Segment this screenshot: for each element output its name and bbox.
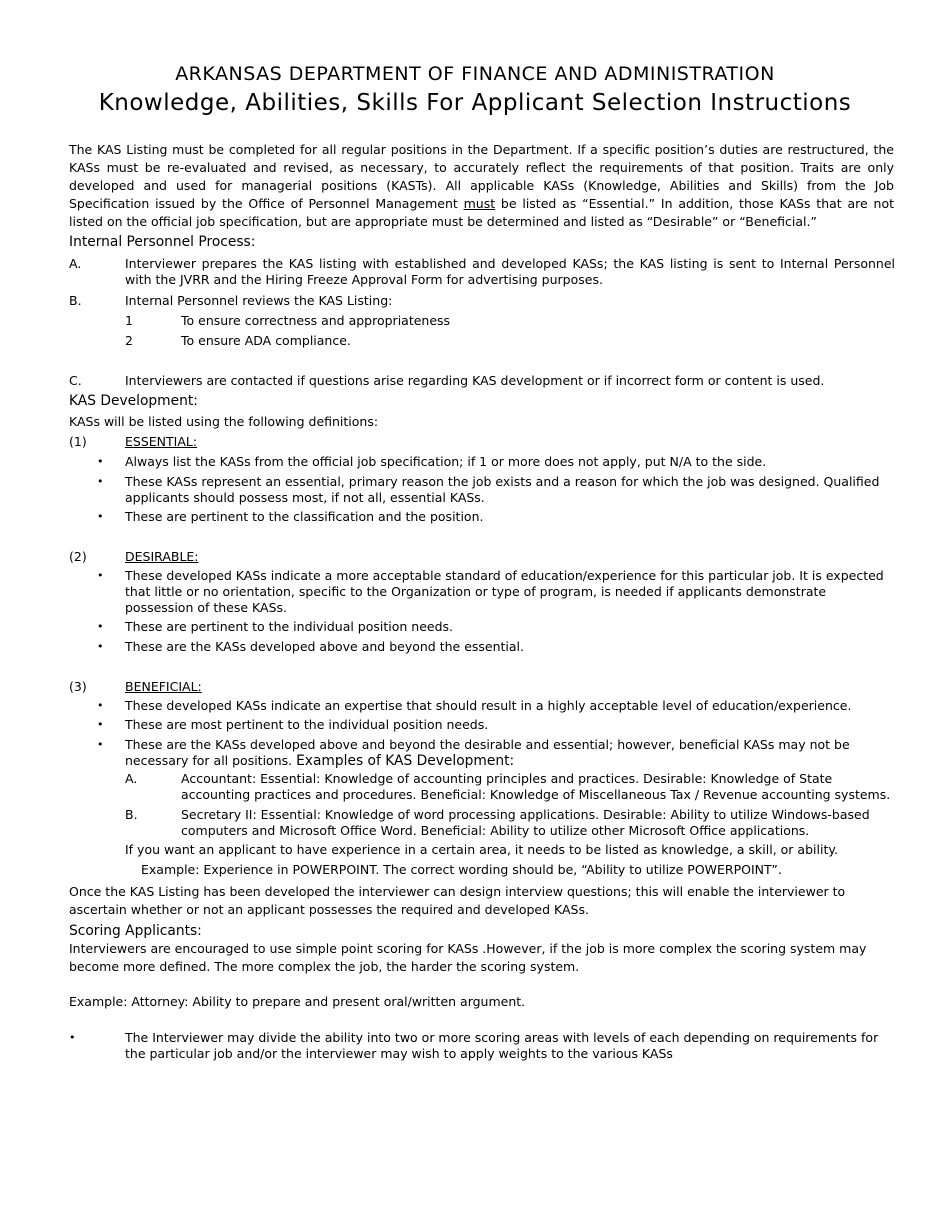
beneficial-bullet-3 bbox=[125, 737, 895, 769]
bullet-icon: • bbox=[97, 510, 104, 523]
beneficial-bullet-1: These developed KASs indicate an expertise that should result in a highly acceptable level of education/experience. bbox=[125, 698, 852, 713]
intro-paragraph bbox=[69, 141, 894, 231]
kas-definitions-intro: KASs will be listed using the following definitions: bbox=[69, 414, 379, 429]
department-title: ARKANSAS DEPARTMENT OF FINANCE AND ADMINISTRATION bbox=[175, 63, 775, 85]
beneficial-label: BENEFICIAL: bbox=[125, 679, 202, 694]
examples-heading: Examples of KAS Development: bbox=[296, 753, 515, 769]
desirable-label: DESIRABLE: bbox=[125, 549, 199, 564]
intro-text-part1: The KAS Listing must be completed for all regular positions in the Department. If a specific position’s duties are restructured, the KASs must be re-evaluated and revised, as necessary, to accurately reflect the requirements of that position. Traits are only developed and used for managerial positions (KASTs). All applicable KASs (Knowledge, Abilities and Skills) from the Job Specification issued by the Office of Personnel Management bbox=[69, 142, 894, 211]
example-a-label: A. bbox=[125, 771, 138, 786]
experience-example: Example: Experience in POWERPOINT. The correct wording should be, “Ability to utilize POWERPOINT”. bbox=[141, 862, 782, 877]
item-b1-text: To ensure correctness and appropriateness bbox=[181, 313, 451, 328]
essential-bullet-2: These KASs represent an essential, primary reason the job exists and a reason for which the job was designed. Qualified applicants should possess most, if not all, essential KASs. bbox=[125, 474, 880, 505]
item-c-text: Interviewers are contacted if questions arise regarding KAS development or if incorrect form or content is used. bbox=[125, 373, 825, 388]
item-a-text: Interviewer prepares the KAS listing with established and developed KASs; the KAS listing is sent to Internal Personnel with the JVRR and the Hiring Freeze Approval Form for advertising purposes. bbox=[125, 256, 895, 287]
item-c-label: C. bbox=[69, 373, 82, 388]
essential-label: ESSENTIAL: bbox=[125, 434, 198, 449]
desirable-bullet-2: These are pertinent to the individual position needs. bbox=[125, 619, 454, 634]
desirable-number: (2) bbox=[69, 549, 87, 564]
bullet-icon: • bbox=[97, 569, 104, 582]
kas-closing-paragraph: Once the KAS Listing has been developed the interviewer can design interview questions; this will enable the interviewer to ascertain whether or not an applicant possesses the required and developed KASs. bbox=[69, 884, 846, 917]
scoring-paragraph: Interviewers are encouraged to use simple point scoring for KASs .However, if the job is more complex the scoring system may become more defined. The more complex the job, the harder the scoring system. bbox=[69, 941, 867, 974]
example-a-text: Accountant: Essential: Knowledge of accounting principles and practices. Desirable: Knowledge of State accounting practices and procedures. Beneficial: Knowledge of Miscellaneous Tax / Revenue accounting systems. bbox=[181, 771, 891, 802]
bullet-icon: • bbox=[97, 699, 104, 712]
essential-bullet-1: Always list the KASs from the official job specification; if 1 or more does not apply, put N/A to the side. bbox=[125, 454, 767, 469]
intro-must-emphasis: must bbox=[463, 196, 496, 211]
example-b-label: B. bbox=[125, 807, 138, 822]
desirable-bullet-1: These developed KASs indicate a more acceptable standard of education/experience for this particular job. It is expected that little or no orientation, specific to the Organization or type of program, is needed if applicants demonstrate possession of these KASs. bbox=[125, 568, 884, 615]
experience-note: If you want an applicant to have experience in a certain area, it needs to be listed as knowledge, a skill, or ability. bbox=[125, 842, 838, 857]
bullet-icon: • bbox=[97, 620, 104, 633]
scoring-heading: Scoring Applicants: bbox=[69, 923, 202, 939]
item-b2-text: To ensure ADA compliance. bbox=[181, 333, 351, 348]
intro-text-part2: be listed as “Essential.” In addition, those KASs that are not listed on the official job specification, but are appropriate must be determined and listed as “Desirable” or “Beneficial.” bbox=[69, 196, 894, 229]
item-a-label: A. bbox=[69, 256, 82, 271]
beneficial-bullet-2: These are most pertinent to the individual position needs. bbox=[125, 717, 489, 732]
essential-number: (1) bbox=[69, 434, 87, 449]
item-b-label: B. bbox=[69, 293, 82, 308]
scoring-bullet: The Interviewer may divide the ability into two or more scoring areas with levels of each depending on requirements for the particular job and/or the interviewer may wish to apply weights to the various KASs bbox=[125, 1030, 879, 1061]
item-b2-number: 2 bbox=[125, 333, 133, 348]
desirable-bullet-3: These are the KASs developed above and beyond the essential. bbox=[125, 639, 525, 654]
item-b-text: Internal Personnel reviews the KAS Listing: bbox=[125, 293, 393, 308]
bullet-icon: • bbox=[97, 640, 104, 653]
beneficial-number: (3) bbox=[69, 679, 87, 694]
example-b-text: Secretary II: Essential: Knowledge of word processing applications. Desirable: Ability to utilize Windows-based computers and Microsoft Office Word. Beneficial: Ability to utilize other Microsoft Office applications. bbox=[181, 807, 870, 838]
bullet-icon: • bbox=[97, 475, 104, 488]
item-b1-number: 1 bbox=[125, 313, 133, 328]
bullet-icon: • bbox=[97, 455, 104, 468]
document-title: Knowledge, Abilities, Skills For Applicant Selection Instructions bbox=[98, 90, 852, 116]
bullet-icon: • bbox=[69, 1031, 76, 1044]
kas-development-heading: KAS Development: bbox=[69, 393, 198, 409]
bullet-icon: • bbox=[97, 738, 104, 751]
beneficial-bullet-3-text: These are the KASs developed above and beyond the desirable and essential; however, beneficial KASs may not be necessary for all positions. bbox=[125, 737, 850, 768]
internal-process-heading: Internal Personnel Process: bbox=[69, 234, 256, 250]
bullet-icon: • bbox=[97, 718, 104, 731]
essential-bullet-3: These are pertinent to the classification and the position. bbox=[125, 509, 484, 524]
scoring-example: Example: Attorney: Ability to prepare and present oral/written argument. bbox=[69, 994, 526, 1009]
